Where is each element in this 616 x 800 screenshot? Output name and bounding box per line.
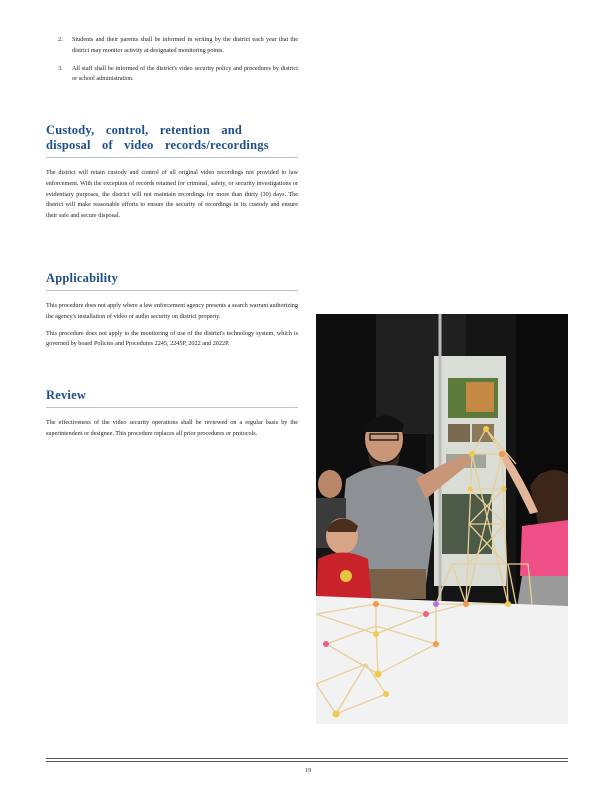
list-number: 2. bbox=[58, 36, 63, 43]
custody-section bbox=[46, 123, 298, 222]
list-item bbox=[58, 35, 298, 57]
applicability-section bbox=[46, 271, 298, 350]
event-photo bbox=[316, 314, 568, 724]
section-divider bbox=[46, 290, 298, 291]
list-text: All staff shall be informed of the district's video security policy and procedures by district or school administration. bbox=[72, 64, 298, 83]
applicability-paragraph-1: This procedure does not apply where a law enforcement agency presents a search warrant authorizing the agency's installation of video or audio security on district property. bbox=[46, 302, 298, 320]
review-heading: Review bbox=[46, 388, 87, 402]
section-divider bbox=[46, 407, 298, 408]
footer-divider bbox=[46, 761, 568, 762]
review-section bbox=[46, 388, 298, 440]
applicability-heading: Applicability bbox=[46, 271, 119, 285]
review-body: The effectiveness of the video security operations shall be reviewed on a regular basis by the superintendent or designee. This procedure replaces all prior procedures or protocols. bbox=[46, 419, 298, 437]
list-item bbox=[58, 64, 298, 86]
custody-heading: Custody, control, retention and disposal of video records/recordings bbox=[46, 123, 269, 152]
event-photo-illustration bbox=[316, 314, 568, 724]
custody-body: The district will retain custody and control of all original video recordings not provided to law enforcement. With the exception of records retained for criminal, safety, or security investigations or evidentiary purposes, the district will not maintain recordings for more than thirty (30) days. The district will make reasonable efforts to ensure the security of recordings in its custody and ensure their safe and secure disposal. bbox=[46, 169, 298, 220]
section-divider bbox=[46, 157, 298, 158]
list-text: Students and their parents shall be informed in writing by the district each year that the district may monitor activity at designated monitoring points. bbox=[72, 36, 298, 54]
numbered-list bbox=[58, 35, 298, 92]
list-number: 3. bbox=[58, 64, 63, 72]
footer-divider bbox=[46, 758, 568, 759]
applicability-paragraph-2: This procedure does not apply to the monitoring of use of the district's technology system, which is governed by board Policies and Procedures 2245, 2245P, 2022 and 2022P. bbox=[46, 329, 298, 348]
page-number: 19 bbox=[304, 767, 312, 774]
